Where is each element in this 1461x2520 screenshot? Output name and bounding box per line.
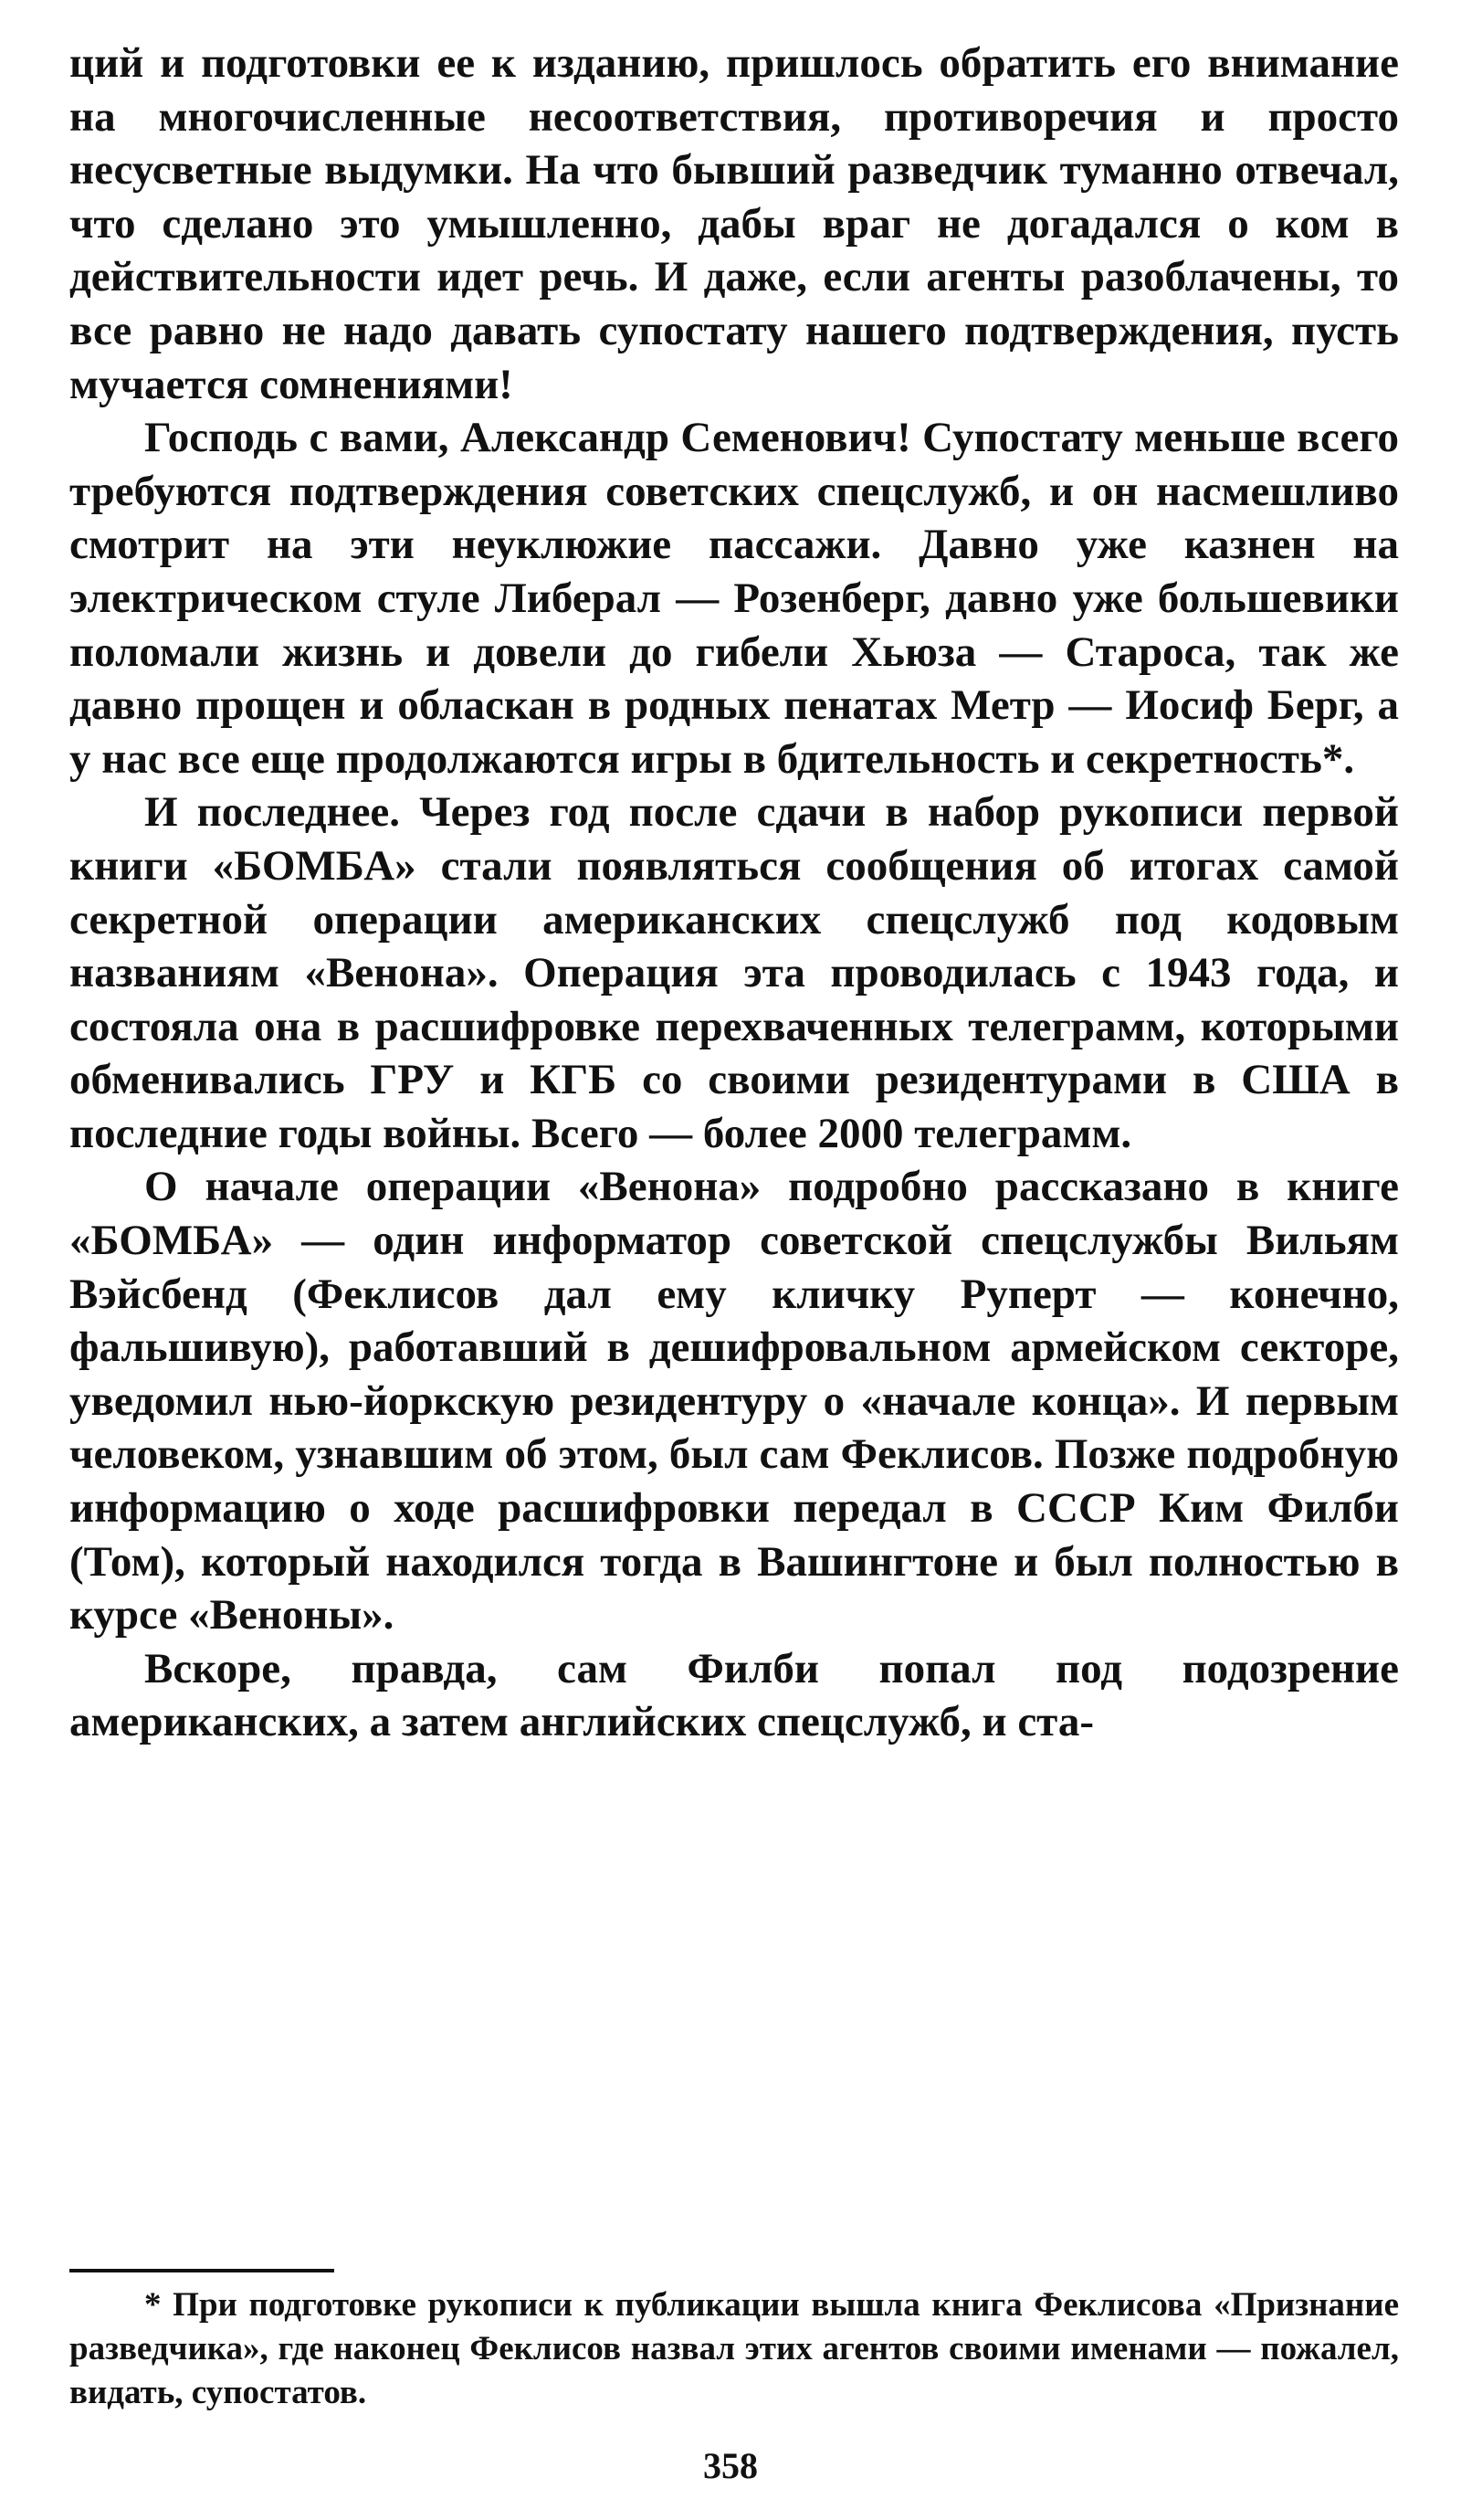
paragraph: О начале операции «Венона» подробно рассказано в книге «БОМБА» — один информатор советской спецслужбы Вильям Вэйсбенд (Феклисов дал ему кличку Руперт — конечно, фальшивую), работавший в дешифровальном армейском секторе, уведомил нью-йоркскую резидентуру о «начале конца». И первым человеком, узнавшим об этом, был сам Феклисов. Позже подробную информацию о ходе расшифровки передал в СССР Ким Филби (Том), который находился тогда в Вашингтоне и был полностью в курсе «Веноны».	[69, 1163, 1399, 1640]
main-text-block	[69, 37, 1399, 1749]
paragraph: Вскоре, правда, сам Филби попал под подозрение американских, а затем английских спецслужб, и ста-	[69, 1644, 1399, 1746]
paragraph: Господь с вами, Александр Семенович! Супостату меньше всего требуются подтверждения советских спецслужб, и он насмешливо смотрит на эти неуклюжие пассажи. Давно уже казнен на электрическом стуле Либерал — Розенберг, давно уже большевики поломали жизнь и довели до гибели Хьюза — Староса, так же давно прощен и обласкан в родных пенатах Метр — Иосиф Берг, а у нас все еще продолжаются игры в бдительность и секретность*.	[69, 414, 1399, 783]
footnote-separator	[69, 2269, 334, 2272]
paragraph-continued: ций и подготовки ее к изданию, пришлось обратить его внимание на многочисленные несоответствия, противоречия и просто несусветные выдумки. На что бывший разведчик туманно отвечал, что сделано это умышленно, дабы враг не догадался о ком в действительности идет речь. И даже, если агенты разоблачены, то все равно не надо давать супостату нашего подтверждения, пусть мучается сомнениями!	[69, 39, 1399, 408]
paragraph: И последнее. Через год после сдачи в набор рукописи первой книги «БОМБА» стали появляться сообщения об итогах самой секретной операции американских спецслужб под кодовым названиям «Венона». Операция эта проводилась с 1943 года, и состояла она в расшифровке перехваченных телеграмм, которыми обменивались ГРУ и КГБ со своими резидентурами в США в последние годы войны. Всего — более 2000 телеграмм.	[69, 788, 1399, 1157]
page-number: 358	[703, 2445, 758, 2486]
footnote: * При подготовке рукописи к публикации вышла книга Феклисова «Признание разведчика», где наконец Феклисов назвал этих агентов своими именами — пожалел, видать, супостатов.	[69, 2286, 1399, 2411]
